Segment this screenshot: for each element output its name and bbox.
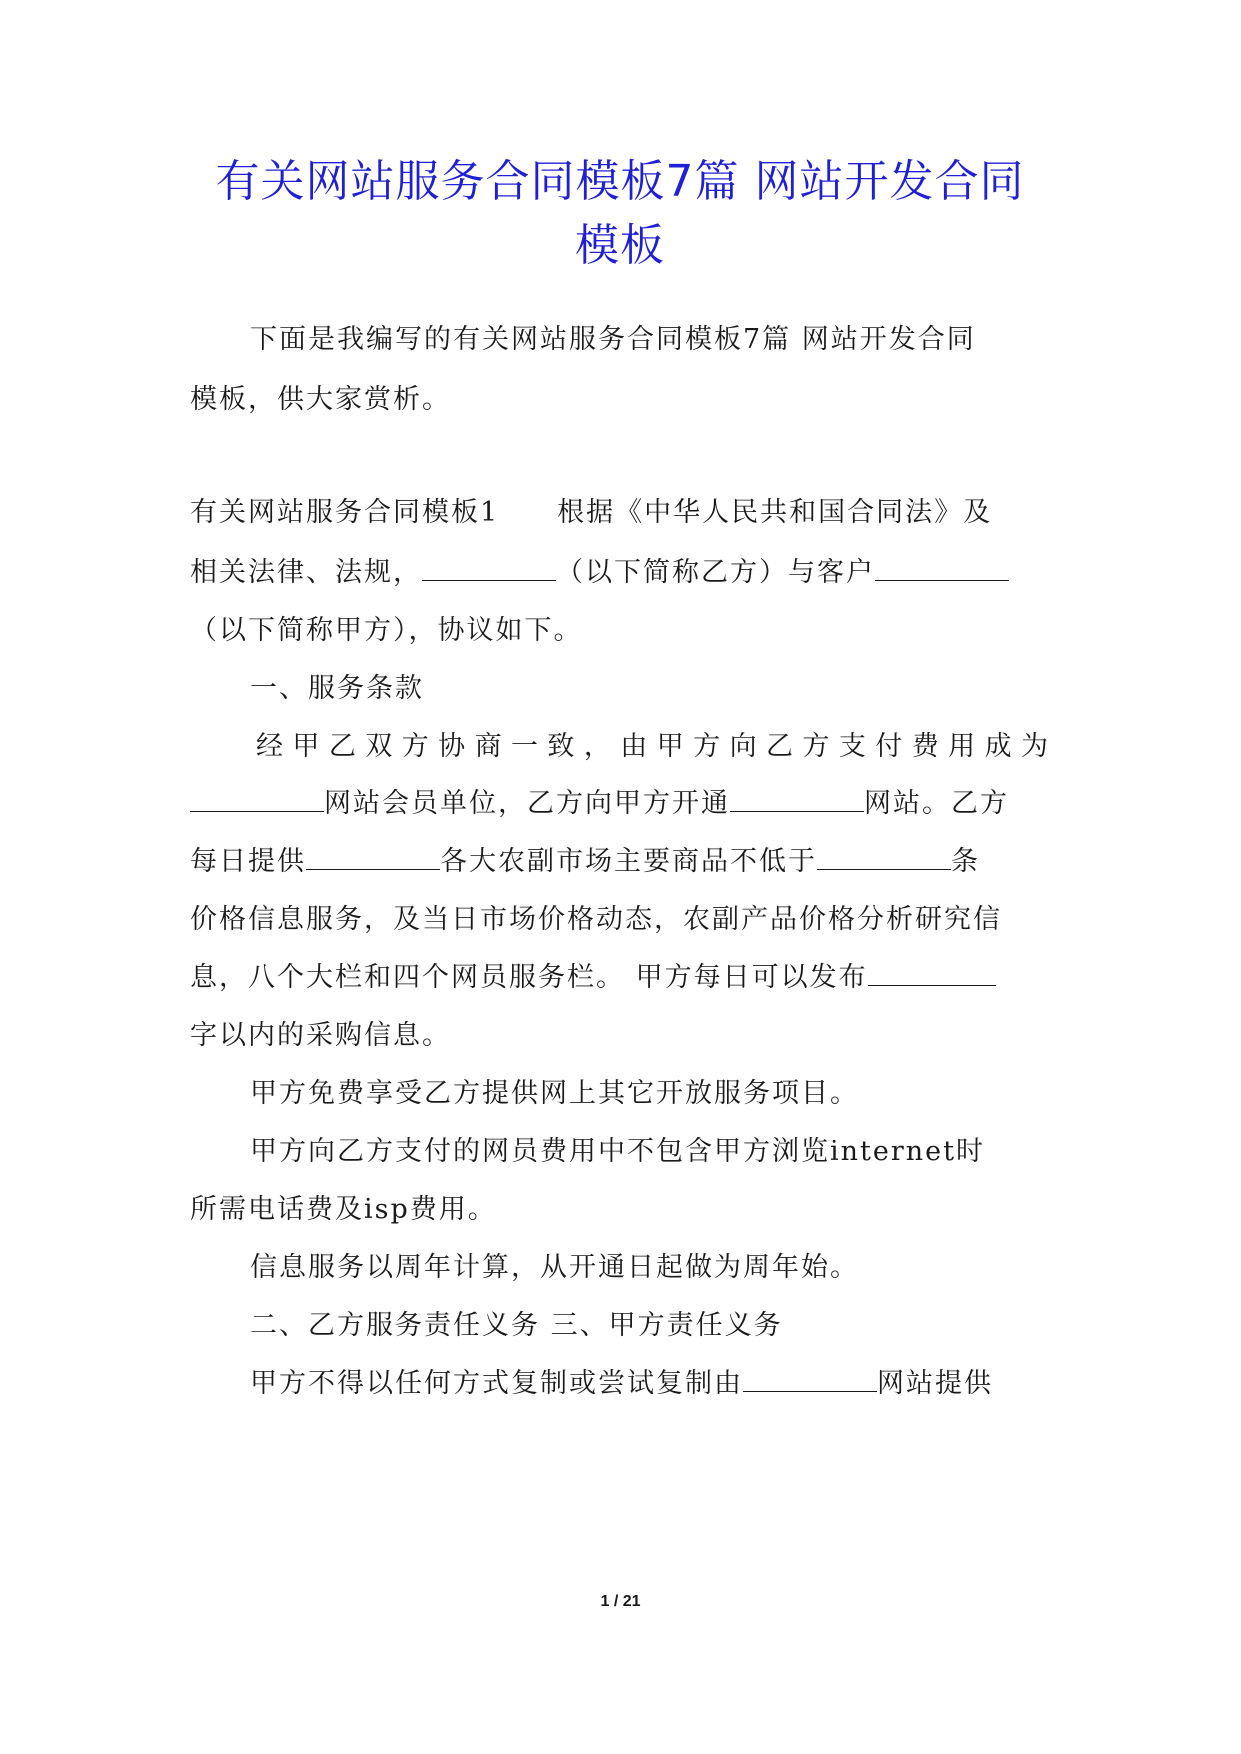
paragraph-line-m: 二、乙方服务责任义务 三、甲方责任义务 bbox=[250, 1310, 783, 1341]
line-d-text-1: 网站会员单位，乙方向甲方开通 bbox=[324, 788, 730, 819]
line-n-text-2: 网站提供 bbox=[877, 1368, 993, 1399]
document-title bbox=[190, 150, 1050, 278]
line-e-text-2: 各大农副市场主要商品不低于 bbox=[440, 846, 817, 877]
blank-field bbox=[306, 849, 440, 870]
page-indicator: 1 / 21 bbox=[600, 1593, 641, 1610]
intro-line-2: 模板，供大家赏析。 bbox=[190, 384, 451, 415]
line-a-text-1: 相关法律、法规， bbox=[190, 557, 422, 588]
line-d-text-2: 网站。乙方 bbox=[864, 788, 1009, 819]
paragraph-line-h: 字以内的采购信息。 bbox=[190, 1020, 451, 1051]
line-g-text: 息，八个大栏和四个网员服务栏。 甲方每日可以发布 bbox=[190, 962, 868, 993]
title-line-2: 模板 bbox=[575, 220, 665, 271]
title-line-1: 有关网站服务合同模板7篇 网站开发合同 bbox=[215, 156, 1025, 207]
section1-heading: 有关网站服务合同模板1 根据《中华人民共和国合同法》及 bbox=[190, 497, 993, 528]
paragraph-line-j: 甲方向乙方支付的网员费用中不包含甲方浏览internet时 bbox=[250, 1136, 985, 1167]
paragraph-line-d bbox=[190, 784, 1054, 824]
paragraph-line-c: 经甲乙双方协商一致，由甲方向乙方支付费用成为 bbox=[256, 731, 1054, 762]
blank-field bbox=[730, 791, 864, 812]
paragraph-line-a bbox=[190, 553, 1054, 593]
blank-field bbox=[817, 849, 951, 870]
paragraph-line-n bbox=[190, 1364, 1054, 1404]
paragraph-line-f: 价格信息服务，及当日市场价格动态，农副产品价格分析研究信 bbox=[190, 904, 1002, 935]
paragraph-line-i: 甲方免费享受乙方提供网上其它开放服务项目。 bbox=[250, 1078, 859, 1109]
paragraph-line-b: （以下简称甲方），协议如下。 bbox=[190, 615, 583, 646]
blank-field bbox=[422, 560, 556, 581]
line-a-text-2: （以下简称乙方）与客户 bbox=[556, 557, 875, 588]
blank-field bbox=[868, 965, 996, 986]
paragraph-line-e bbox=[190, 842, 1054, 882]
clause1-title: 一、服务条款 bbox=[250, 673, 424, 704]
blank-field bbox=[743, 1371, 877, 1392]
paragraph-line-g bbox=[190, 958, 1054, 998]
paragraph-line-k: 所需电话费及isp费用。 bbox=[190, 1194, 497, 1225]
line-n-text-1: 甲方不得以任何方式复制或尝试复制由 bbox=[250, 1368, 743, 1399]
line-e-text-1: 每日提供 bbox=[190, 846, 306, 877]
blank-field bbox=[190, 791, 324, 812]
blank-field bbox=[875, 560, 1009, 581]
intro-line-1: 下面是我编写的有关网站服务合同模板7篇 网站开发合同 bbox=[250, 324, 976, 355]
paragraph-line-l: 信息服务以周年计算，从开通日起做为周年始。 bbox=[250, 1252, 859, 1283]
line-e-text-3: 条 bbox=[951, 846, 980, 877]
